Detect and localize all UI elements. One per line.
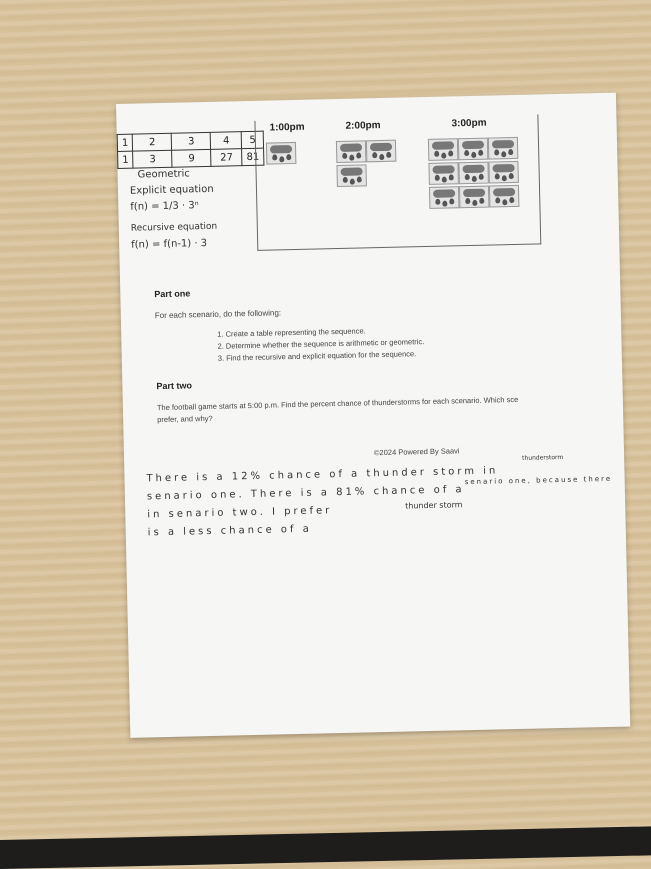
table-cell: 1 (118, 151, 134, 168)
rain-cloud-icon (336, 164, 366, 187)
rain-cloud-icon (488, 137, 518, 160)
rain-cloud-icon (429, 186, 459, 209)
answer-line: thunderstorm (522, 453, 564, 462)
rain-cloud-icon (488, 161, 518, 184)
rain-cloud-icon (428, 138, 458, 161)
recursive-label-note: Recursive equation (130, 221, 218, 234)
step-item: 2. Determine whether the sequence is arithmetic or geometric. (217, 337, 425, 351)
rain-cloud-icon (336, 140, 366, 163)
time-label: 1:00pm (269, 121, 305, 134)
table-row (118, 148, 264, 168)
step-item: 3. Find the recursive and explicit equation for the sequence. (217, 349, 417, 363)
explicit-label-note: Explicit equation (129, 183, 214, 197)
rain-cloud-icon (266, 142, 296, 165)
table-cell: 4 (211, 132, 242, 150)
explicit-equation-note: f(n) = 1/3 · 3ⁿ (130, 200, 199, 213)
answer-line: thunder storm (405, 500, 463, 511)
part-two-heading: Part two (156, 380, 193, 392)
rain-cloud-icon (489, 185, 519, 208)
time-label: 3:00pm (451, 117, 487, 130)
table-cell: 81 (242, 148, 264, 165)
sequence-table (117, 131, 265, 169)
step-item: 1. Create a table representing the sequence. (217, 326, 366, 339)
copyright-note: ©2024 Powered By Saavi (373, 446, 460, 458)
answer-line: is a less chance of a (147, 523, 312, 539)
answer-line: senario one. There is a 81% chance of a (146, 484, 465, 503)
answer-line: senario one, because there (464, 474, 613, 487)
rain-cloud-icon (458, 162, 488, 185)
forecast-icons (255, 114, 537, 120)
part-two-question-cont: prefer, and why? (157, 413, 213, 425)
table-cell: 5 (242, 131, 264, 148)
rain-cloud-icon (366, 140, 396, 163)
rain-cloud-icon (428, 162, 458, 185)
answer-line: There is a 12% chance of a thunder storm in (146, 465, 499, 485)
recursive-equation-note: f(n) = f(n-1) · 3 (131, 237, 208, 251)
table-cell: 3 (133, 150, 172, 168)
sequence-type-note: Geometric (137, 168, 190, 181)
answer-line: in senario two. I prefer (147, 505, 333, 521)
table-edge (0, 826, 651, 869)
part-one-heading: Part one (154, 288, 191, 300)
table-cell: 1 (117, 134, 133, 151)
forecast-panel (254, 114, 541, 250)
table-cell: 9 (172, 149, 211, 167)
worksheet-paper (116, 93, 630, 738)
table-cell: 3 (172, 132, 211, 150)
rain-cloud-icon (459, 186, 489, 209)
table-cell: 27 (211, 149, 242, 167)
part-two-question: The football game starts at 5:00 p.m. Find the percent chance of thunderstorms for each scenario. Which sce (156, 394, 519, 413)
part-one-instruction: For each scenario, do the following: (154, 308, 282, 321)
rain-cloud-icon (458, 138, 488, 161)
table-cell: 2 (133, 133, 172, 151)
time-label: 2:00pm (345, 120, 381, 132)
